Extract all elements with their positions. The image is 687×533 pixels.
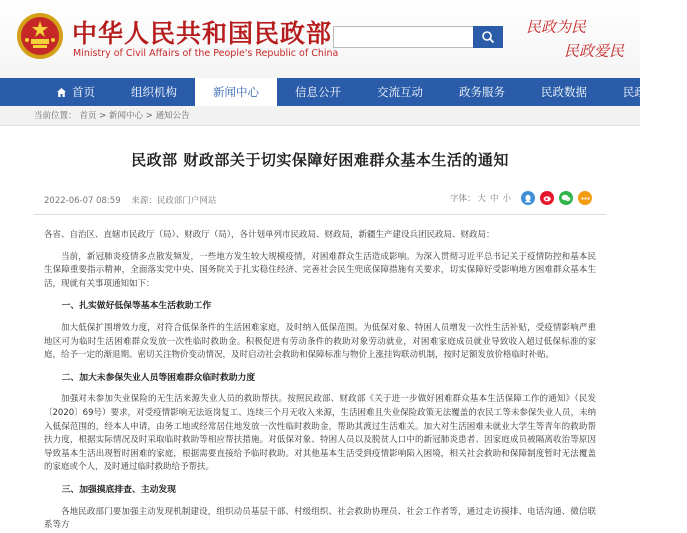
font-size-small[interactable]: 小: [502, 194, 511, 204]
slogan-line-1: 民政为民: [526, 18, 587, 36]
nav-item-label: 新闻中心: [213, 85, 259, 99]
weibo-icon[interactable]: [540, 191, 554, 205]
home-icon: [56, 87, 67, 98]
nav-item-news-center[interactable]: [195, 78, 277, 106]
nav-item-info-disclosure[interactable]: [277, 78, 359, 106]
main-nav: [0, 78, 669, 106]
nav-item-interaction[interactable]: [359, 78, 441, 106]
slogan-calligraphy: [522, 12, 634, 70]
slogan-line-2: 民政爱民: [564, 42, 625, 60]
site-subtitle: Ministry of Civil Affairs of the People's Republic of China: [73, 48, 339, 59]
breadcrumb-prefix: 当前位置：: [34, 111, 77, 121]
section-text: 加大低保扩围增效力度，对符合低保条件的生活困难家庭，及时纳入低保范围。为低保对象、特困人员增发一次性生活补贴，受疫情影响严重地区可为临时生活困难群众发放一次性临时救助金。积极促进有劳动条件的救助对象劳动就业，对困难家庭成员就业导致收入超过低保标准的家庭，给予一定的渐退期。密切关注物价变动情况，及时启动社会救助和保障标准与物价上涨挂钩联动机制，按时足额发放价格临时补贴。: [44, 322, 596, 361]
nav-item-label: 组织机构: [131, 85, 177, 99]
search-icon: [481, 30, 495, 44]
publish-date: 2022-06-07 08:59: [44, 196, 121, 206]
breadcrumb: [0, 106, 640, 126]
font-size-medium[interactable]: 中: [489, 194, 499, 204]
qq-icon[interactable]: [521, 191, 535, 205]
section-heading: 三、加强摸底排查、主动发现: [61, 484, 176, 495]
font-size-label: 字体：: [449, 194, 476, 204]
section-heading: 一、扎实做好低保等基本生活救助工作: [61, 301, 212, 312]
font-size-large[interactable]: 大: [477, 194, 486, 204]
nav-item-label: 交流互动: [377, 85, 423, 99]
search-input[interactable]: [333, 26, 473, 48]
nav-item-organization[interactable]: [113, 78, 195, 106]
national-emblem-icon[interactable]: [16, 12, 64, 60]
nav-item-label: 民政文化: [623, 85, 669, 99]
site-header: [0, 0, 640, 78]
article-meta: [34, 190, 606, 210]
nav-item-label: 信息公开: [295, 85, 341, 99]
article-source: 来源：民政部门户网站: [131, 196, 217, 206]
section-text: 各地民政部门要加强主动发现机制建设，组织动员基层干部、村级组织、社会救助协理员、社会工作者等，通过走访摸排、电话沟通、微信联系等方: [44, 506, 596, 531]
breadcrumb-path[interactable]: 首页 > 新闻中心 > 通知公告: [79, 111, 190, 121]
article-intro: 当前，新冠肺炎疫情多点散发频发，一些地方发生较大规模疫情，对困难群众生活造成影响。为深入贯彻习近平总书记关于疫情防控和基本民生保障重要指示精神，全面落实党中央、国务院关于扎实稳住经济、完善社会民生兜底保障措施有关要求，切实保障好受影响地方困难群众基本生活，现就有关事项通知如下：: [44, 251, 596, 289]
nav-item-label: 民政数据: [541, 85, 587, 99]
article: [0, 149, 640, 533]
article-title: 民政部 财政部关于切实保障好困难群众基本生活的通知: [131, 151, 509, 169]
article-addressee: 各省、自治区、直辖市民政厅（局）、财政厅（局），各计划单列市民政局、财政局，新疆生产建设兵团民政局、财政局：: [44, 230, 495, 240]
section-text: 加强对未参加失业保险的无生活来源失业人员的救助帮扶。按照民政部、财政部《关于进一步做好困难群众基本生活保障工作的通知》（民发〔2020〕69号）要求，对受疫情影响无法返岗复工、连续三个月无收入来源，生活困难且失业保险政策无法覆盖的农民工等未参保失业人员，未纳入低保范围的，经本人申请，由务工地或经常居住地发放一次性临时救助金，帮助其渡过生活难关。加大对生活困难未就业大学生等青年的救助帮扶力度，根据实际情况及时采取临时救助等相应帮扶措施。对低保对象、特困人员以及脱贫人口中的新冠肺炎患者、因家庭成员被隔离收治等原因导致基本生活出现暂时困难的家庭，根据需要直接给予临时救助。对其他基本生活受到疫情影响陷入困境，相关社会救助和保障制度暂时无法覆盖的家庭或个人，及时通过临时救助给予帮扶。: [44, 394, 596, 473]
nav-item-gov-services[interactable]: [441, 78, 523, 106]
search-button[interactable]: [473, 26, 503, 48]
article-body: [34, 229, 606, 533]
nav-item-home[interactable]: [38, 78, 113, 106]
nav-item-label: 首页: [72, 85, 95, 99]
search-bar: [333, 26, 503, 48]
nav-item-civil-data[interactable]: [523, 78, 605, 106]
meta-divider: [34, 214, 606, 215]
nav-item-civil-culture[interactable]: [605, 78, 687, 106]
section-heading: 二、加大未参保失业人员等困难群众临时救助力度: [61, 372, 256, 383]
nav-item-label: 政务服务: [459, 85, 505, 99]
more-icon[interactable]: [578, 191, 592, 205]
site-title[interactable]: 中华人民共和国民政部: [72, 19, 333, 48]
wechat-icon[interactable]: [559, 191, 573, 205]
